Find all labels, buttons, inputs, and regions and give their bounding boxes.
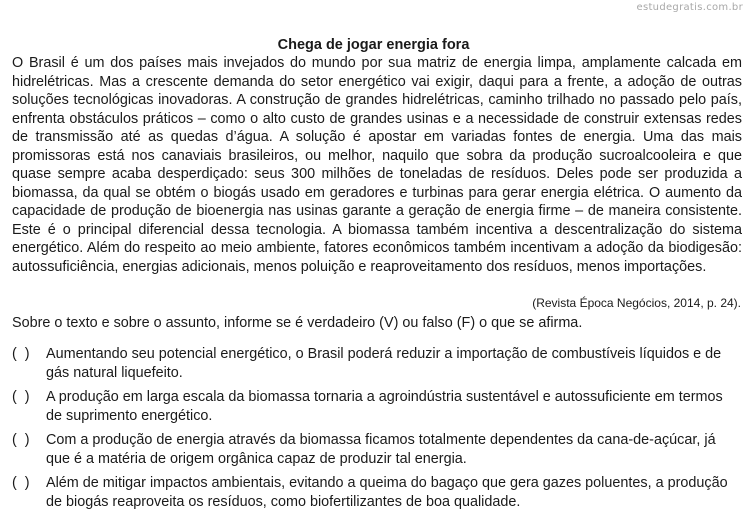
- answer-blank[interactable]: ( ): [12, 346, 30, 362]
- answer-blank[interactable]: ( ): [12, 432, 30, 448]
- statement-item: [12, 345, 742, 382]
- statement-item: [12, 431, 742, 468]
- article-title: Chega de jogar energia fora: [277, 37, 470, 53]
- statement-text: Aumentando seu potencial energético, o Brasil poderá reduzir a importação de combustíveis líquidos e de gás natural liquefeito.: [46, 346, 722, 381]
- statement-text: Com a produção de energia através da biomassa ficamos totalmente dependentes da cana-de-açúcar, já que é a matéria de origem orgânica capaz de produzir tal energia.: [46, 432, 716, 467]
- article-passage: O Brasil é um dos países mais invejados do mundo por sua matriz de energia limpa, amplamente calcada em hidrelétricas. Mas a crescente demanda do setor energético vai exigir, daqui para a frente, a adoção de outras soluções tecnológicas inovadoras. A construção de grandes hidrelétricas, caminho trilhado no passado pelo país, enfrenta obstáculos práticos – como o alto custo de grandes usinas e a necessidade de construir extensas redes de transmissão até as quedas d’água. A solução é apostar em variadas fontes de energia. Uma das mais promissoras está nos canaviais brasileiros, ou melhor, naquilo que sobra da produção sucroalcooleira e que quase sempre acaba desperdiçado: seus 300 milhões de toneladas de resíduos. Deles pode ser produzida a biomassa, da qual se obtém o biogás usado em geradores e turbinas para gerar energia elétrica. O aumento da capacidade de produção de bioenergia nas usinas garante a geração de energia firme – de maneira consistente. Este é o principal diferencial dessa tecnologia. A biomassa também incentiva a descentralização do sistema energético. Além do respeito ao meio ambiente, fatores econômicos também incentivam a adoção da biodigesão: autossuficiência, energias adicionais, menos poluição e reaproveitamento dos resíduos, menos importações.: [12, 55, 742, 275]
- article-source: (Revista Época Negócios, 2014, p. 24).: [532, 296, 741, 310]
- statement-item: [12, 474, 742, 511]
- statement-list: [12, 345, 742, 517]
- watermark-text: estudegratis.com.br: [636, 2, 743, 13]
- answer-blank[interactable]: ( ): [12, 389, 30, 405]
- question-prompt: Sobre o texto e sobre o assunto, informe se é verdadeiro (V) ou falso (F) o que se afirma.: [12, 315, 583, 331]
- statement-item: [12, 388, 742, 425]
- statement-text: Além de mitigar impactos ambientais, evitando a queima do bagaço que gera gazes poluentes, a produção de biogás reaproveita os resíduos, como biofertilizantes de boa qualidade.: [46, 475, 728, 510]
- answer-blank[interactable]: ( ): [12, 475, 30, 491]
- statement-text: A produção em larga escala da biomassa tornaria a agroindústria sustentável e autossuficiente em termos de suprimento energético.: [46, 389, 723, 424]
